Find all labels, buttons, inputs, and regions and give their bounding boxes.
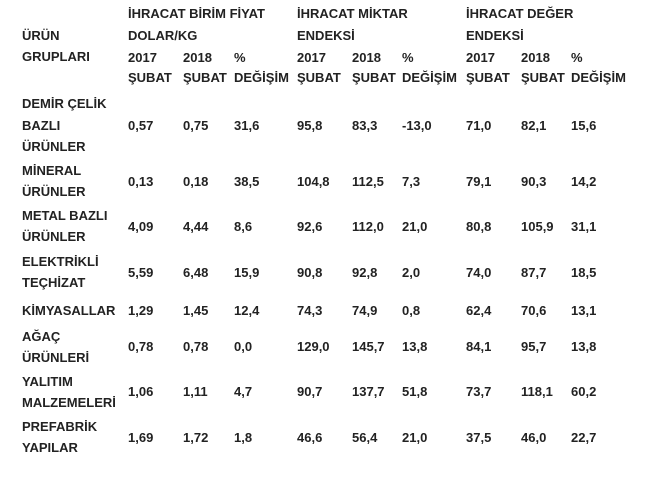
header-year-2017: 2017 <box>297 50 326 65</box>
cell-quantity-2017: 90,7 <box>297 384 323 399</box>
row-label-line: AĞAÇ <box>22 329 61 344</box>
cell-quantity-2017: 129,0 <box>297 339 330 354</box>
header-degisim: DEĞİŞİM <box>234 70 289 85</box>
cell-value-2018: 90,3 <box>521 174 547 189</box>
cell-value-change: 13,1 <box>571 303 597 318</box>
header-unit-price-unit: DOLAR/KG <box>128 28 198 43</box>
row-label-line: PREFABRİK <box>22 419 98 434</box>
cell-price-2017: 0,78 <box>128 339 154 354</box>
row-label-line: ÜRÜNLER <box>22 229 86 244</box>
cell-quantity-2018: 112,5 <box>352 174 384 189</box>
header-percent: % <box>571 50 583 65</box>
cell-value-2017: 79,1 <box>466 174 492 189</box>
row-label-line: DEMİR ÇELİK <box>22 96 107 111</box>
header-subat: ŞUBAT <box>466 70 510 85</box>
cell-price-2018: 1,45 <box>183 303 209 318</box>
cell-price-change: 8,6 <box>234 219 253 234</box>
cell-quantity-change: 2,0 <box>402 265 421 280</box>
cell-price-change: 12,4 <box>234 303 260 318</box>
header-subat: ŞUBAT <box>297 70 341 85</box>
cell-price-change: 0,0 <box>234 339 253 354</box>
header-value-index-title: İHRACAT DEĞER <box>466 6 574 21</box>
header-year-2018: 2018 <box>521 50 550 65</box>
cell-value-2017: 37,5 <box>466 430 492 445</box>
cell-value-change: 60,2 <box>571 384 597 399</box>
cell-quantity-2018: 92,8 <box>352 265 378 280</box>
row-label-line: METAL BAZLI <box>22 208 108 223</box>
row-label-line: YAPILAR <box>22 440 78 455</box>
cell-quantity-change: 0,8 <box>402 303 421 318</box>
cell-value-2018: 118,1 <box>521 384 553 399</box>
cell-price-2017: 1,29 <box>128 303 154 318</box>
header-percent: % <box>234 50 246 65</box>
row-label-line: KİMYASALLAR <box>22 303 116 318</box>
cell-quantity-2018: 74,9 <box>352 303 378 318</box>
cell-value-2017: 80,8 <box>466 219 492 234</box>
row-label-line: BAZLI <box>22 118 61 133</box>
cell-quantity-2018: 137,7 <box>352 384 385 399</box>
cell-quantity-2017: 92,6 <box>297 219 323 234</box>
row-label-line: TEÇHİZAT <box>22 275 86 290</box>
row-label-line: YALITIM <box>22 374 73 389</box>
cell-price-2017: 1,69 <box>128 430 154 445</box>
cell-quantity-2018: 83,3 <box>352 118 378 133</box>
cell-value-2018: 46,0 <box>521 430 547 445</box>
cell-value-2018: 95,7 <box>521 339 547 354</box>
cell-price-change: 15,9 <box>234 265 260 280</box>
header-unit-price-title: İHRACAT BİRİM FİYAT <box>128 6 265 21</box>
cell-price-2018: 0,18 <box>183 174 209 189</box>
cell-quantity-2017: 90,8 <box>297 265 323 280</box>
cell-price-2017: 4,09 <box>128 219 154 234</box>
cell-quantity-change: 13,8 <box>402 339 428 354</box>
row-label-line: ÜRÜNLERİ <box>22 350 90 365</box>
header-value-index-sub: ENDEKSİ <box>466 28 524 43</box>
row-label-line: MALZEMELERİ <box>22 395 116 410</box>
row-label-line: ELEKTRİKLİ <box>22 254 99 269</box>
cell-quantity-change: 21,0 <box>402 219 428 234</box>
cell-value-2017: 74,0 <box>466 265 492 280</box>
header-subat: ŞUBAT <box>521 70 565 85</box>
cell-quantity-2018: 56,4 <box>352 430 378 445</box>
cell-price-2018: 6,48 <box>183 265 209 280</box>
cell-price-change: 38,5 <box>234 174 260 189</box>
cell-value-change: 13,8 <box>571 339 597 354</box>
header-product-groups-line1: ÜRÜN <box>22 28 60 43</box>
cell-price-change: 31,6 <box>234 118 260 133</box>
cell-value-change: 31,1 <box>571 219 597 234</box>
cell-quantity-2017: 46,6 <box>297 430 323 445</box>
cell-quantity-2018: 112,0 <box>352 219 384 234</box>
cell-quantity-change: 21,0 <box>402 430 428 445</box>
cell-price-2017: 1,06 <box>128 384 154 399</box>
cell-value-2017: 62,4 <box>466 303 492 318</box>
cell-value-2018: 82,1 <box>521 118 547 133</box>
header-subat: ŞUBAT <box>183 70 227 85</box>
cell-quantity-change: 51,8 <box>402 384 428 399</box>
cell-value-2017: 84,1 <box>466 339 492 354</box>
cell-value-change: 15,6 <box>571 118 597 133</box>
header-year-2017: 2017 <box>466 50 495 65</box>
cell-quantity-change: 7,3 <box>402 174 421 189</box>
cell-value-2018: 105,9 <box>521 219 554 234</box>
cell-price-2018: 1,72 <box>183 430 209 445</box>
cell-price-2018: 0,78 <box>183 339 209 354</box>
cell-quantity-change: -13,0 <box>402 118 432 133</box>
cell-price-2018: 1,11 <box>183 384 208 399</box>
cell-value-2018: 70,6 <box>521 303 547 318</box>
cell-value-2017: 71,0 <box>466 118 492 133</box>
cell-price-change: 4,7 <box>234 384 253 399</box>
header-degisim: DEĞİŞİM <box>402 70 457 85</box>
header-quantity-index-sub: ENDEKSİ <box>297 28 355 43</box>
cell-price-2017: 5,59 <box>128 265 154 280</box>
row-label-line: MİNERAL <box>22 163 82 178</box>
cell-value-2017: 73,7 <box>466 384 492 399</box>
header-percent: % <box>402 50 414 65</box>
row-label-line: ÜRÜNLER <box>22 139 86 154</box>
cell-quantity-2017: 95,8 <box>297 118 323 133</box>
header-year-2018: 2018 <box>352 50 381 65</box>
cell-quantity-2017: 104,8 <box>297 174 330 189</box>
cell-price-2017: 0,57 <box>128 118 154 133</box>
cell-quantity-2018: 145,7 <box>352 339 385 354</box>
cell-value-change: 22,7 <box>571 430 597 445</box>
cell-price-2017: 0,13 <box>128 174 154 189</box>
cell-price-change: 1,8 <box>234 430 253 445</box>
cell-value-change: 18,5 <box>571 265 597 280</box>
row-label-line: ÜRÜNLER <box>22 184 86 199</box>
header-product-groups-line2: GRUPLARI <box>22 49 90 64</box>
cell-value-change: 14,2 <box>571 174 597 189</box>
cell-quantity-2017: 74,3 <box>297 303 323 318</box>
header-quantity-index-title: İHRACAT MİKTAR <box>297 6 408 21</box>
cell-value-2018: 87,7 <box>521 265 547 280</box>
header-degisim: DEĞİŞİM <box>571 70 626 85</box>
header-subat: ŞUBAT <box>352 70 396 85</box>
header-subat: ŞUBAT <box>128 70 172 85</box>
cell-price-2018: 4,44 <box>183 219 209 234</box>
header-year-2018: 2018 <box>183 50 212 65</box>
cell-price-2018: 0,75 <box>183 118 209 133</box>
header-year-2017: 2017 <box>128 50 157 65</box>
